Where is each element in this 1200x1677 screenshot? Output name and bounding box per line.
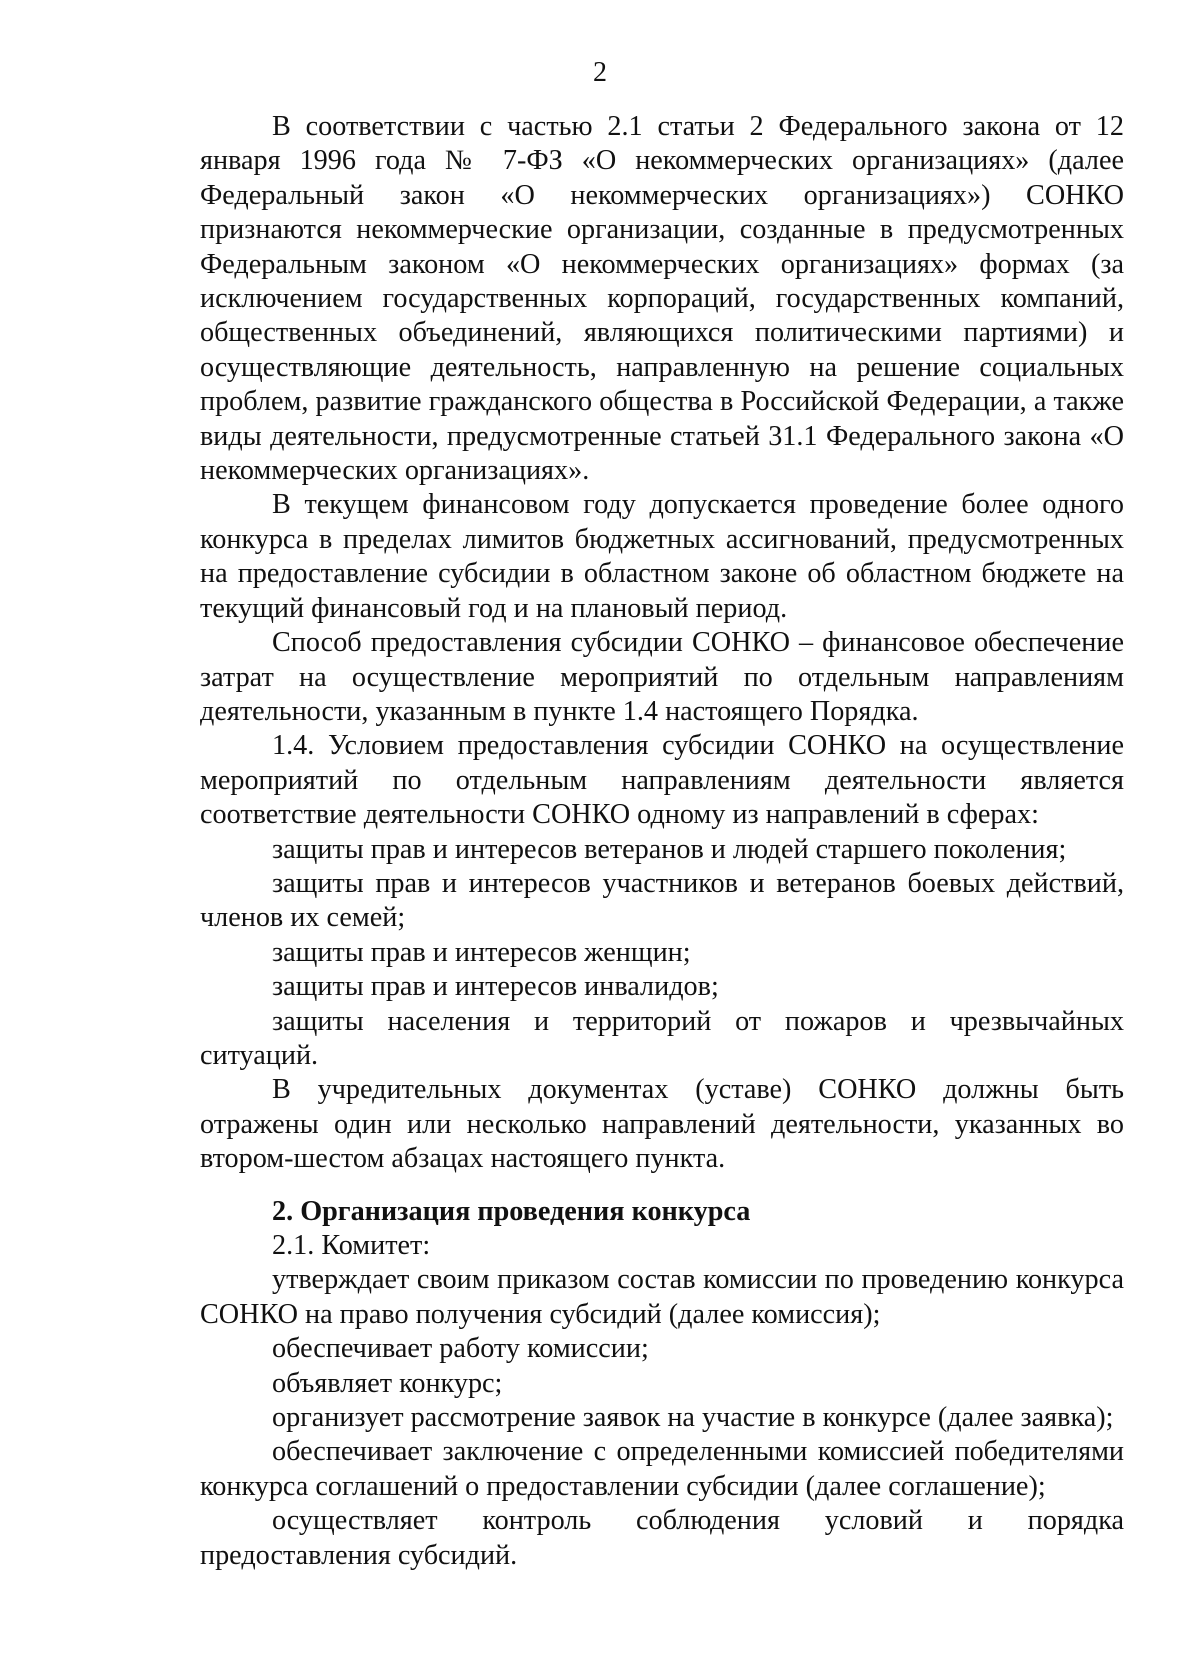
list-item-concludes-agreements: обеспечивает заключение с определенными комиссией победителями конкурса соглашений о предоставлении субсидии (далее соглашение); — [200, 1436, 1124, 1502]
section-heading: 2. Организация проведения конкурса — [272, 1195, 751, 1227]
page-number: 2 — [593, 57, 607, 88]
paragraph-multiple-contests: В текущем финансовом году допускается проведение более одного конкурса в пределах лимитов бюджетных ассигнований, предусмотренных на предоставление субсидии в областном законе об областном бюджете на текущий финансовый год и на плановый период. — [200, 489, 1124, 624]
document-body — [200, 110, 1124, 1573]
list-item-combat-veterans: защиты прав и интересов участников и ветеранов боевых действий, членов их семей; — [200, 867, 1124, 934]
list-item-veterans-elderly: защиты прав и интересов ветеранов и людей старшего поколения; — [272, 833, 1067, 865]
paragraph-clause-1-4: 1.4. Условием предоставления субсидии СОНКО на осуществление мероприятий по отдельным направлениям деятельности является соответствие деятельности СОНКО одному из направлений в сферах: — [200, 730, 1124, 831]
list-item-disabled: защиты прав и интересов инвалидов; — [272, 971, 719, 1003]
list-item-reviews-applications: организует рассмотрение заявок на участие в конкурсе (далее заявка); — [272, 1402, 1114, 1434]
list-item-ensures-commission-work: обеспечивает работу комиссии; — [272, 1333, 649, 1365]
list-item-women: защиты прав и интересов женщин; — [272, 936, 691, 968]
paragraph-sonko-definition: В соответствии с частью 2.1 статьи 2 Федерального закона от 12 января 1996 года № 7-ФЗ «О некоммерческих организациях» (далее Федеральный закон «О некоммерческих организациях») СОНКО признаются некоммерческие организации, созданные в предусмотренных Федеральным законом «О некоммерческих организациях» формах (за исключением государственных корпораций, государственных компаний, общественных объединений, являющихся политическими партиями) и осуществляющие деятельность, направленную на решение социальных проблем, развитие гражданского общества в Российской Федерации, а также виды деятельности, предусмотренные статьей 31.1 Федерального закона «О некоммерческих организациях». — [200, 111, 1124, 487]
list-item-announces-contest: объявляет конкурс; — [272, 1367, 503, 1399]
list-item-approves-commission: утверждает своим приказом состав комиссии по проведению конкурса СОНКО на право получения субсидий (далее комиссия); — [200, 1264, 1124, 1330]
list-item-emergencies: защиты населения и территорий от пожаров и чрезвычайных ситуаций. — [200, 1005, 1124, 1071]
paragraph-clause-2-1: 2.1. Комитет: — [272, 1230, 431, 1261]
paragraph-charter-requirements: В учредительных документах (уставе) СОНКО должны быть отражены один или несколько направлений деятельности, указанных во втором-шестом абзацах настоящего пункта. — [200, 1074, 1124, 1175]
list-item-controls-compliance: осуществляет контроль соблюдения условий и порядка предоставления субсидий. — [200, 1505, 1124, 1571]
paragraph-subsidy-method: Способ предоставления субсидии СОНКО – финансовое обеспечение затрат на осуществление мероприятий по отдельным направлениям деятельности, указанным в пункте 1.4 настоящего Порядка. — [200, 627, 1124, 727]
